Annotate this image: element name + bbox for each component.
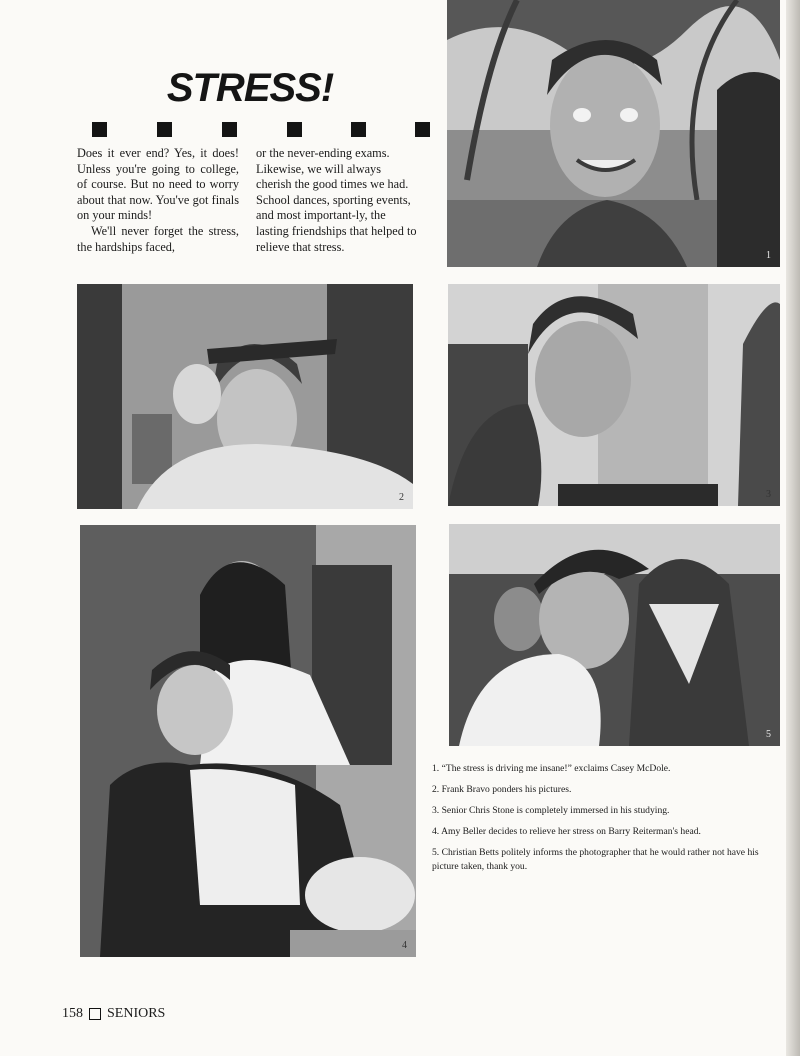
photo-4 bbox=[80, 525, 416, 957]
page-number: 158 bbox=[62, 1006, 83, 1021]
photo-number: 1 bbox=[766, 250, 771, 261]
photo-number: 5 bbox=[766, 729, 771, 740]
square-bullet bbox=[287, 122, 302, 137]
square-bullet bbox=[415, 122, 430, 137]
square-bullet-icon bbox=[89, 1008, 101, 1020]
intro-paragraph: or the never-ending exams. Likewise, we will always cherish the good times we had. School dances, sporting events, and most important-ly, the lasting friendships that helped to relieve that stress. bbox=[256, 146, 417, 254]
photo-5-image bbox=[449, 524, 780, 746]
decorative-squares bbox=[92, 122, 432, 140]
section-name: SENIORS bbox=[107, 1006, 166, 1021]
intro-column-right bbox=[256, 146, 418, 255]
intro-column-left bbox=[77, 146, 239, 255]
page-footer bbox=[62, 1006, 165, 1022]
photo-2 bbox=[77, 284, 413, 509]
intro-paragraph: Does it ever end? Yes, it does! Unless you're going to college, of course. But no need to worry about that now. You've got finals on your minds! bbox=[77, 146, 239, 223]
square-bullet bbox=[222, 122, 237, 137]
photo-1 bbox=[447, 0, 780, 267]
photo-number: 4 bbox=[402, 940, 407, 951]
intro-paragraph: We'll never forget the stress, the hardships faced, bbox=[77, 223, 239, 254]
photo-3-image bbox=[448, 284, 780, 506]
page-edge bbox=[786, 0, 800, 1056]
photo-number: 2 bbox=[399, 492, 404, 503]
page-title: STRESS! bbox=[166, 66, 334, 110]
caption-4: 4. Amy Beller decides to relieve her stress on Barry Reiterman's head. bbox=[432, 826, 701, 837]
photo-4-image bbox=[80, 525, 416, 957]
photo-3 bbox=[448, 284, 780, 506]
photo-1-image bbox=[447, 0, 780, 267]
photo-5 bbox=[449, 524, 780, 746]
caption-1: 1. “The stress is driving me insane!” exclaims Casey McDole. bbox=[432, 763, 671, 774]
caption-3: 3. Senior Chris Stone is completely immersed in his studying. bbox=[432, 805, 670, 816]
caption-5: 5. Christian Betts politely informs the photographer that he would rather not have his picture taken, thank you. bbox=[432, 847, 759, 872]
square-bullet bbox=[157, 122, 172, 137]
square-bullet bbox=[351, 122, 366, 137]
square-bullet bbox=[92, 122, 107, 137]
photo-2-image bbox=[77, 284, 413, 509]
caption-2: 2. Frank Bravo ponders his pictures. bbox=[432, 784, 572, 795]
photo-number: 3 bbox=[766, 489, 771, 500]
photo-captions bbox=[432, 762, 772, 881]
